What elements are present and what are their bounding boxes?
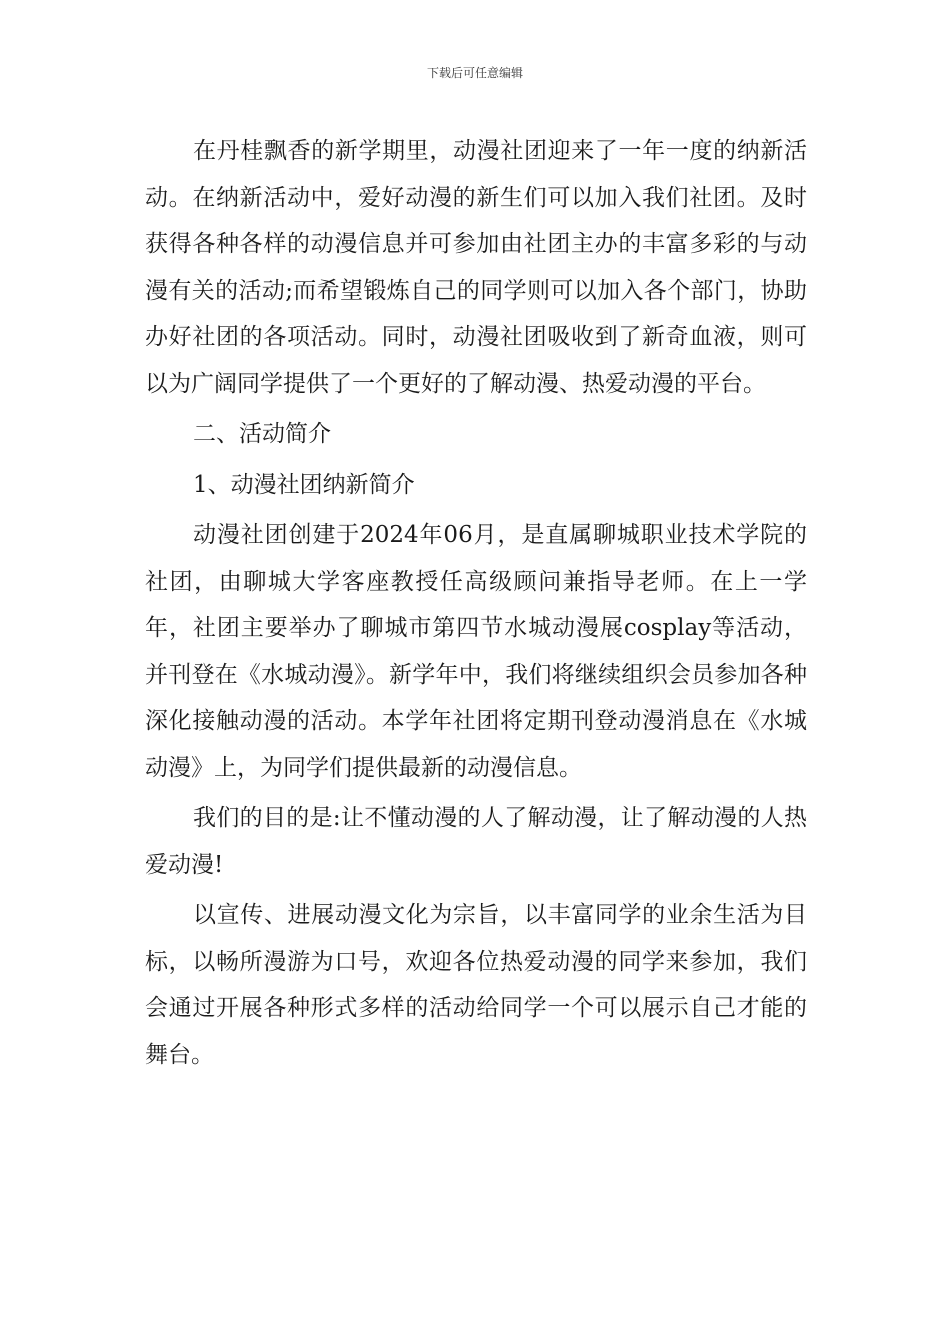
page-header: 下载后可任意编辑 <box>426 66 523 80</box>
paragraph-intro: 在丹桂飘香的新学期里，动漫社团迎来了一年一度的纳新活动。在纳新活动中，爱好动漫的新生们可以加入我们社团。及时获得各种各样的动漫信息并可参加由社团主办的丰富多彩的与动漫有关的活动;而希望锻炼自己的同学则可以加入各个部门，协助办好社团的各项活动。同时，动漫社团吸收到了新奇血液，则可以为广阔同学提供了一个更好的了解动漫、热爱动漫的平台。 <box>145 138 807 397</box>
paragraph-mission: 以宣传、进展动漫文化为宗旨，以丰富同学的业余生活为目标，以畅所漫游为口号，欢迎各位热爱动漫的同学来参加，我们会通过开展各种形式多样的活动给同学一个可以展示自己才能的舞台。 <box>145 902 807 1068</box>
paragraph-goal: 我们的目的是:让不懂动漫的人了解动漫，让了解动漫的人热爱动漫! <box>145 805 807 878</box>
section-heading: 二、活动简介 <box>193 421 331 447</box>
paragraph-history: 动漫社团创建于2024年06月，是直属聊城职业技术学院的社团，由聊城大学客座教授任高级顾问兼指导老师。在上一学年，社团主要举办了聊城市第四节水城动漫展cosplay等活动，并刊登在《水城动漫》。新学年中，我们将继续组织会员参加各种深化接触动漫的活动。本学年社团将定期刊登动漫消息在《水城动漫》上，为同学们提供最新的动漫信息。 <box>145 522 807 781</box>
document-body <box>145 128 807 1082</box>
subsection-heading: 1、动漫社团纳新简介 <box>193 471 415 498</box>
